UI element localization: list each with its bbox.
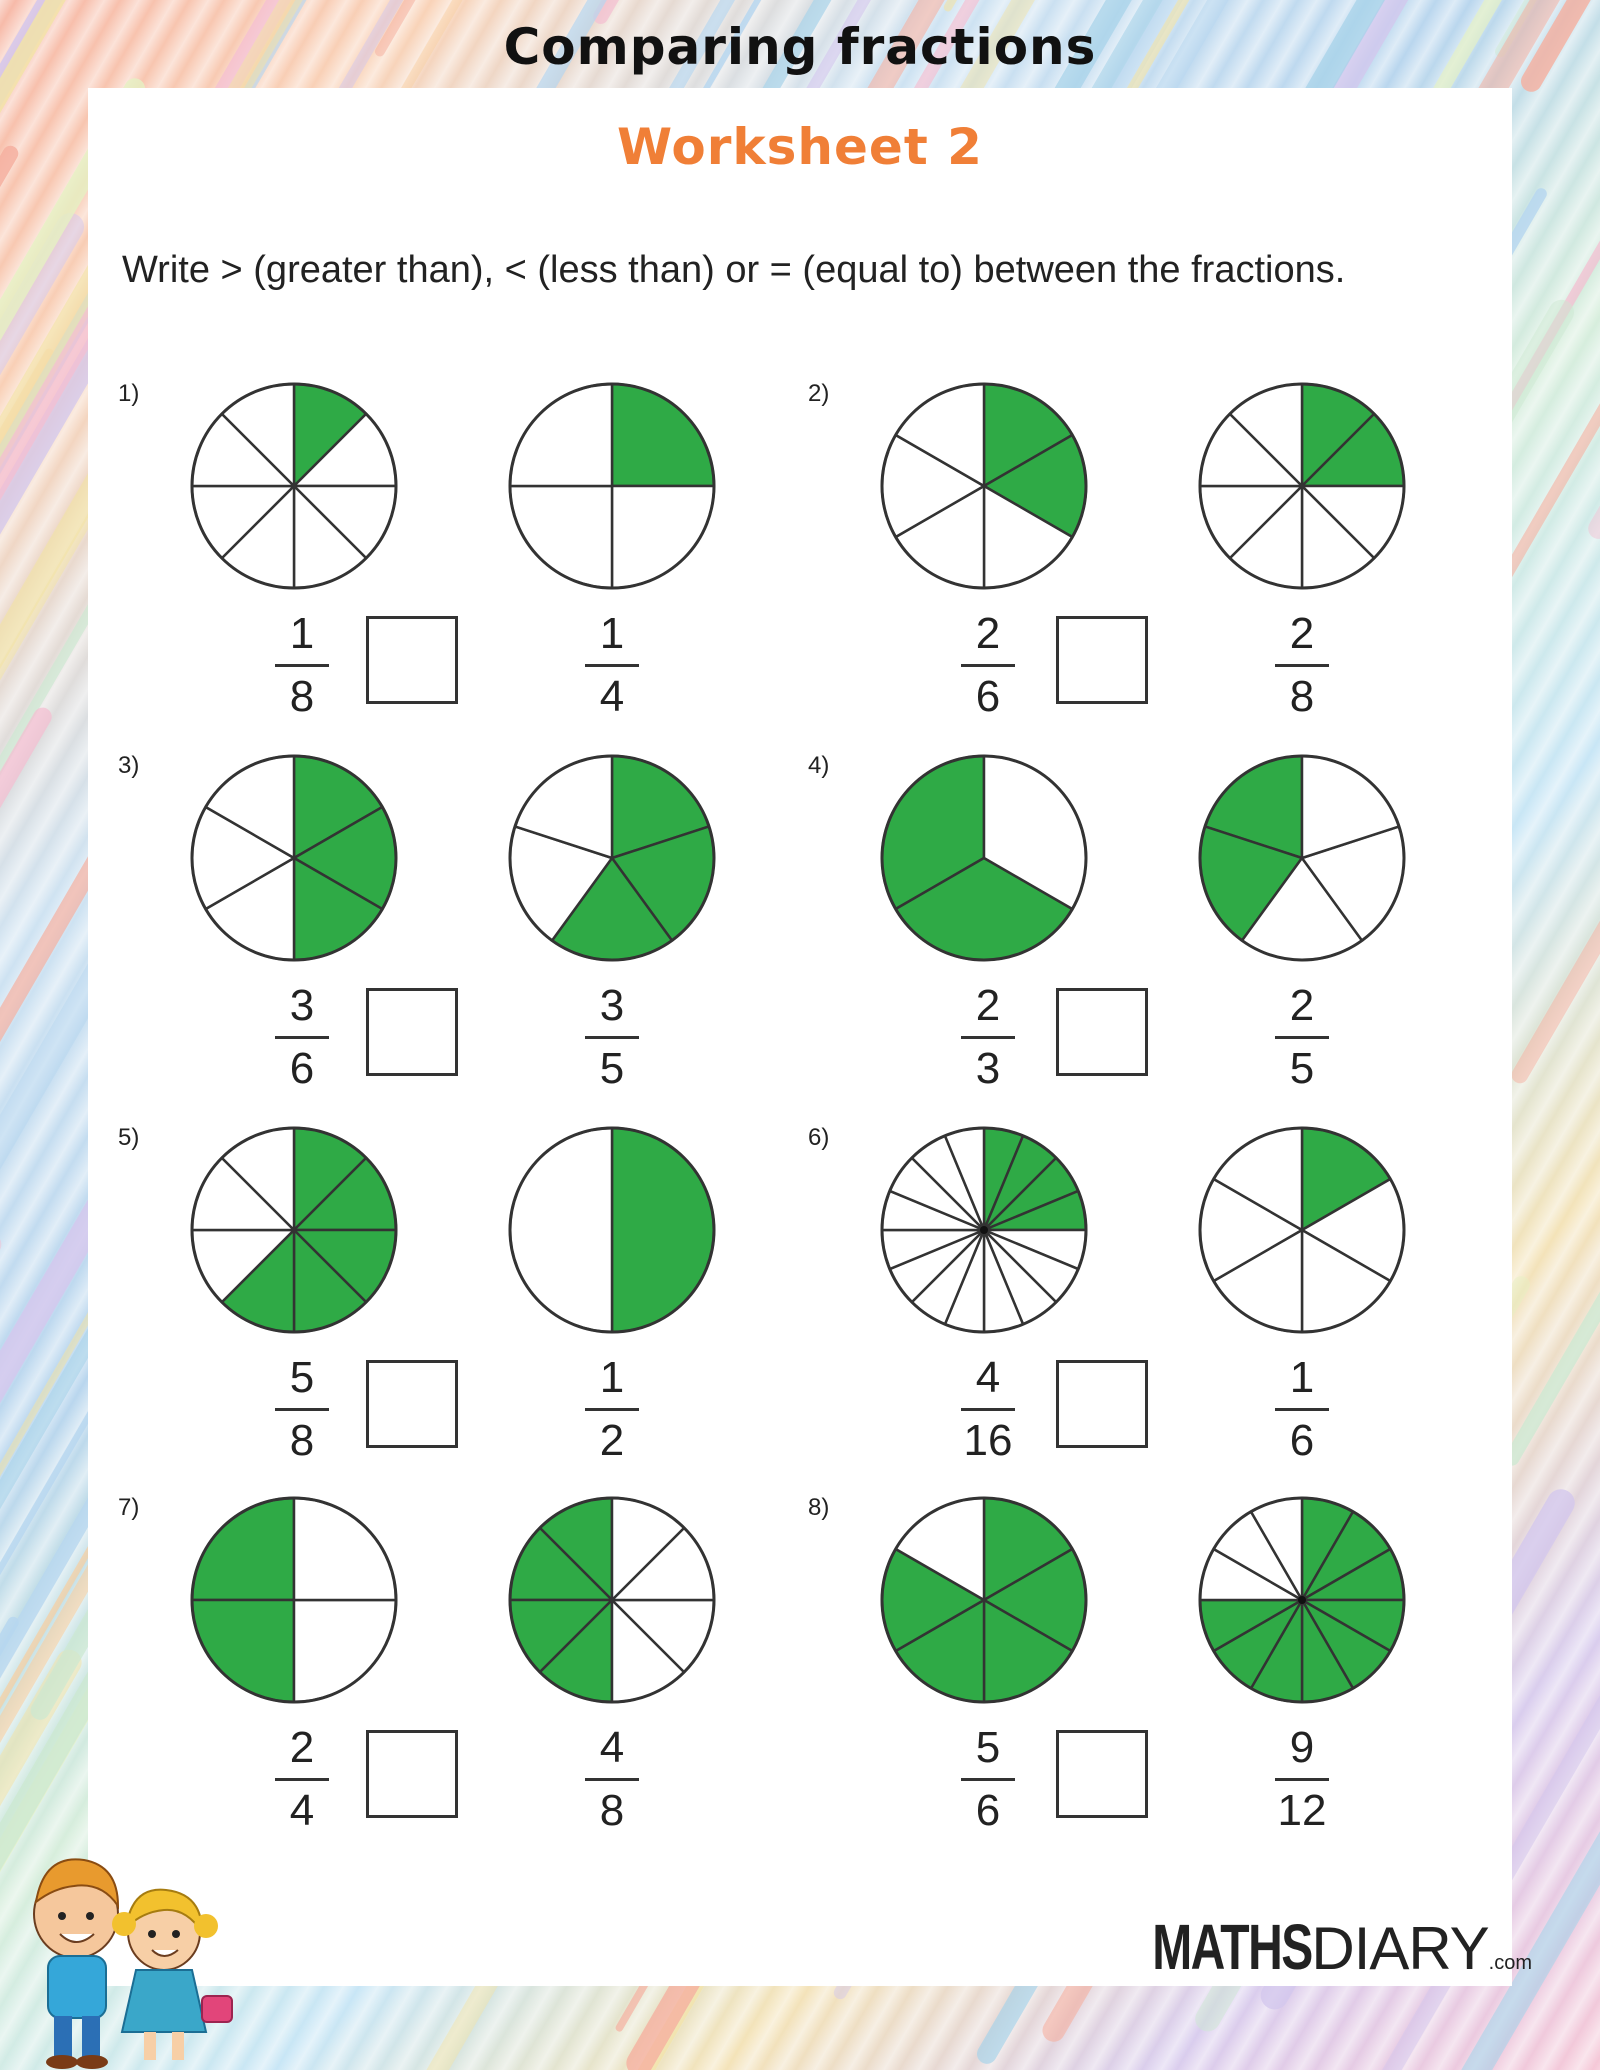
fraction-label	[572, 609, 652, 721]
pie-left	[188, 380, 400, 592]
problem-6	[808, 1124, 1368, 1504]
fraction-numerator: 1	[599, 1353, 625, 1402]
worksheet-title: Worksheet 2	[617, 118, 983, 176]
fraction-numerator: 2	[1289, 609, 1315, 658]
fraction-label	[262, 1353, 342, 1465]
pie-right	[1196, 1124, 1408, 1336]
fraction-denominator: 8	[1289, 672, 1315, 721]
fraction-numerator: 2	[1289, 981, 1315, 1030]
brush-stroke	[601, 0, 763, 16]
kids-illustration	[14, 1836, 244, 2070]
fraction-denominator: 4	[599, 672, 625, 721]
fraction-label	[948, 981, 1028, 1093]
fraction-denominator: 8	[599, 1786, 625, 1835]
fraction-denominator: 2	[599, 1416, 625, 1465]
fraction-label	[1262, 609, 1342, 721]
fraction-numerator: 4	[975, 1353, 1001, 1402]
fraction-denominator: 12	[1277, 1786, 1327, 1835]
pie-slice	[510, 1128, 612, 1332]
pie-center-dot	[980, 1226, 988, 1234]
page-title: Comparing fractions	[503, 18, 1097, 76]
problem-7	[118, 1494, 678, 1874]
problem-number: 8)	[808, 1494, 830, 1521]
pie-left	[878, 1124, 1090, 1336]
fraction-numerator: 2	[975, 981, 1001, 1030]
fraction-label	[948, 1353, 1028, 1465]
fraction-denominator: 8	[289, 672, 315, 721]
problem-2	[808, 380, 1368, 760]
fraction-numerator: 5	[289, 1353, 315, 1402]
pie-left	[878, 380, 1090, 592]
pie-center-dot	[1298, 1596, 1306, 1604]
brand-diary: DIARY	[1311, 1915, 1489, 1982]
problem-number: 3)	[118, 752, 140, 779]
fraction-label	[948, 609, 1028, 721]
fraction-label	[262, 609, 342, 721]
pie-left	[188, 752, 400, 964]
fraction-denominator: 3	[975, 1044, 1001, 1093]
pie-left	[878, 752, 1090, 964]
brand-dotcom: .com	[1488, 1952, 1532, 1974]
problem-number: 5)	[118, 1124, 140, 1151]
fraction-numerator: 4	[599, 1723, 625, 1772]
answer-box[interactable]	[366, 616, 458, 704]
fraction-numerator: 5	[975, 1723, 1001, 1772]
fraction-denominator: 16	[963, 1416, 1013, 1465]
fraction-denominator: 6	[975, 1786, 1001, 1835]
fraction-denominator: 8	[289, 1416, 315, 1465]
fraction-label	[262, 981, 342, 1093]
answer-box[interactable]	[1056, 1730, 1148, 1818]
pie-left	[188, 1124, 400, 1336]
answer-box[interactable]	[1056, 988, 1148, 1076]
answer-box[interactable]	[366, 1730, 458, 1818]
fraction-numerator: 3	[599, 981, 625, 1030]
pie-right	[1196, 1494, 1408, 1706]
problem-4	[808, 752, 1368, 1132]
fraction-numerator: 1	[289, 609, 315, 658]
fraction-denominator: 6	[975, 672, 1001, 721]
fraction-numerator: 2	[289, 1723, 315, 1772]
pie-right	[506, 1494, 718, 1706]
fraction-denominator: 5	[599, 1044, 625, 1093]
problem-number: 1)	[118, 380, 140, 407]
fraction-label	[1262, 1723, 1342, 1835]
fraction-numerator: 1	[599, 609, 625, 658]
pie-right	[506, 380, 718, 592]
fraction-label	[262, 1723, 342, 1835]
fraction-denominator: 4	[289, 1786, 315, 1835]
problem-5	[118, 1124, 678, 1504]
pie-right	[506, 1124, 718, 1336]
fraction-denominator: 6	[1289, 1416, 1315, 1465]
problem-number: 2)	[808, 380, 830, 407]
fraction-numerator: 1	[1289, 1353, 1315, 1402]
problem-number: 6)	[808, 1124, 830, 1151]
answer-box[interactable]	[1056, 616, 1148, 704]
answer-box[interactable]	[1056, 1360, 1148, 1448]
fraction-label	[572, 1353, 652, 1465]
pie-slice-shaded	[612, 1128, 714, 1332]
worksheet-paper	[88, 88, 1512, 1986]
fraction-label	[948, 1723, 1028, 1835]
fraction-denominator: 5	[1289, 1044, 1315, 1093]
instructions-text: Write > (greater than), < (less than) or = (equal to) between the fractions.	[122, 249, 1346, 291]
brush-stroke	[1520, 710, 1600, 1075]
problem-1	[118, 380, 678, 760]
pie-right	[1196, 380, 1408, 592]
pie-left	[188, 1494, 400, 1706]
problem-8	[808, 1494, 1368, 1874]
answer-box[interactable]	[366, 988, 458, 1076]
fraction-label	[572, 981, 652, 1093]
answer-box[interactable]	[366, 1360, 458, 1448]
fraction-denominator: 6	[289, 1044, 315, 1093]
brand-maths: MATHS	[1151, 1911, 1312, 1983]
fraction-numerator: 3	[289, 981, 315, 1030]
fraction-label	[1262, 981, 1342, 1093]
problem-number: 7)	[118, 1494, 140, 1521]
fraction-label	[1262, 1353, 1342, 1465]
pie-right	[1196, 752, 1408, 964]
problem-3	[118, 752, 678, 1132]
fraction-numerator: 2	[975, 609, 1001, 658]
pie-left	[878, 1494, 1090, 1706]
brush-stroke	[1512, 827, 1600, 1458]
problem-number: 4)	[808, 752, 830, 779]
fraction-label	[572, 1723, 652, 1835]
brand-logo	[1099, 1910, 1532, 1984]
pie-right	[506, 752, 718, 964]
fraction-numerator: 9	[1289, 1723, 1315, 1772]
